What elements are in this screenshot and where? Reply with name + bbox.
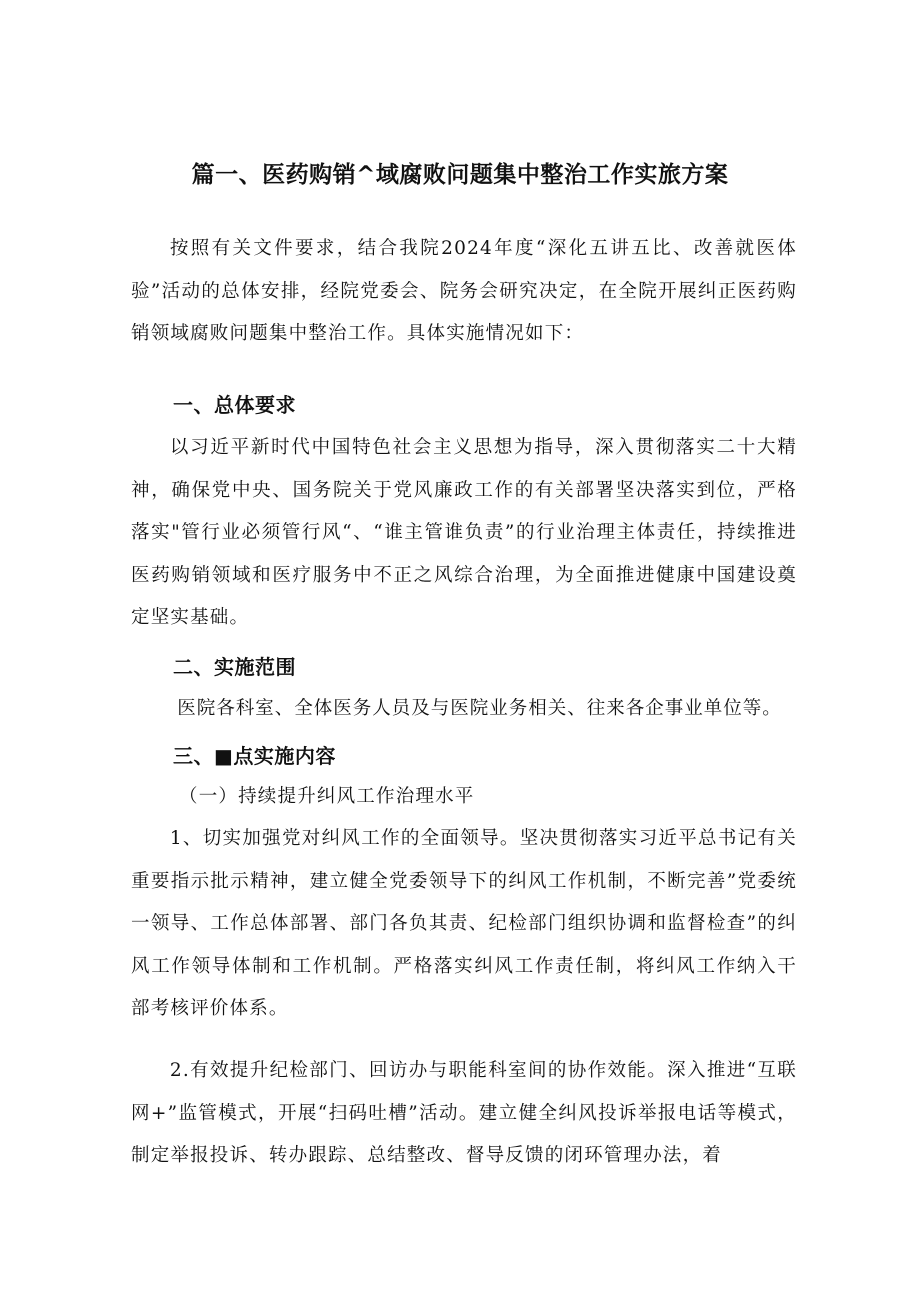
section-heading-key-content: 三、■点实施内容 <box>173 744 336 768</box>
section-body-scope: 医院各科室、全体医务人员及与医院业务相关、往来各企事业单位等。 <box>177 698 782 719</box>
item-paragraph-1: 1、切实加强党对纠风工作的全面领导。坚决贯彻落实习近平总书记有关重要指示批示精神，建立健全党委领导下的纠风工作机制，不断完善”党委统一领导、工作总体部署、部门各负其责、纪检部门组织协调和监督检查”的纠风工作领导体制和工作机制。严格落实纠风工作责任制，将纠风工作纳入干部考核评价体系。 <box>131 828 797 1019</box>
section-heading-scope: 二、实施范围 <box>173 655 296 679</box>
item-paragraph-2: 2.有效提升纪检部门、回访办与职能科室间的协作效能。深入推进“互联网+”监管模式，开展“扫码吐槽”活动。建立健全纠风投诉举报电话等模式，制定举报投诉、转办跟踪、总结整改、督导反馈的闭环管理办法，着 <box>131 1060 797 1166</box>
document-title: 篇一、医药购销^域腐败问题集中整治工作实旅方案 <box>191 162 729 188</box>
subsection-heading-1: （一）持续提升纠风工作治理水平 <box>179 786 475 807</box>
section-heading-general-requirements: 一、总体要求 <box>173 393 296 417</box>
section-body-general-requirements: 以习近平新时代中国特色社会主义思想为指导，深入贯彻落实二十大精神，确保党中央、国务院关于党风廉政工作的有关部署坚决落实到位，严格落实"管行业必须管行风“、“谁主管谁负责”的行业治理主体责任，持续推进医药购销领域和医疗服务中不正之风综合治理，为全面推进健康中国建设奠定坚实基础。 <box>131 437 797 628</box>
intro-paragraph: 按照有关文件要求，结合我院2024年度“深化五讲五比、改善就医体验”活动的总体安排，经院党委会、院务会研究决定，在全院开展纠正医药购销领域腐败问题集中整治工作。具体实施情况如下： <box>131 238 797 344</box>
